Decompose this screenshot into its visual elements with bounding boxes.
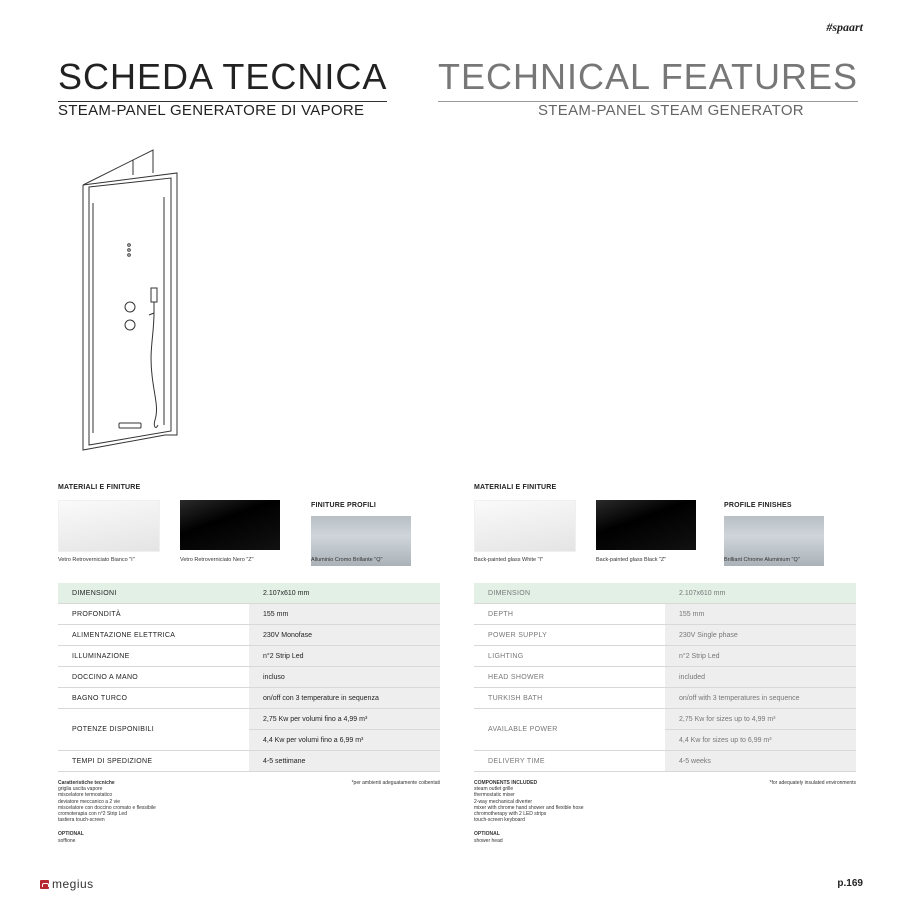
megius-logo-icon bbox=[40, 880, 49, 889]
spec-value: 4-5 settimane bbox=[249, 751, 440, 772]
swatch-black-glass-en bbox=[596, 500, 696, 550]
swatch-label: Alluminio Cromo Brillante "Q" bbox=[311, 557, 383, 563]
swatch-label: Vetro Retroverniciato Nero "Z" bbox=[180, 557, 254, 563]
spec-value: included bbox=[665, 667, 856, 688]
spec-label: ILLUMINAZIONE bbox=[58, 646, 249, 667]
spec-value: 2.107x610 mm bbox=[665, 583, 856, 604]
steam-panel-drawing bbox=[75, 145, 190, 455]
subtitle-italian: STEAM-PANEL GENERATORE DI VAPORE bbox=[58, 102, 365, 119]
spec-label: DELIVERY TIME bbox=[474, 751, 665, 772]
list-item: steam outlet grille bbox=[474, 786, 514, 793]
list-item: cromoterapia con n°2 Strip Led bbox=[58, 811, 127, 818]
logo-text: megius bbox=[52, 877, 94, 891]
table-row bbox=[474, 583, 856, 604]
spec-label: AVAILABLE POWER bbox=[474, 709, 665, 751]
features-list-it bbox=[58, 780, 156, 844]
spec-value: 2.107x610 mm bbox=[249, 583, 440, 604]
title-english: TECHNICAL FEATURES bbox=[438, 55, 858, 102]
swatch-label: Vetro Retroverniciato Bianco "I" bbox=[58, 557, 135, 563]
table-row bbox=[474, 625, 856, 646]
spec-label: PROFONDITÀ bbox=[58, 604, 249, 625]
subtitle-english: STEAM-PANEL STEAM GENERATOR bbox=[538, 102, 804, 119]
swatch-label: Back-painted glass Black "Z" bbox=[596, 557, 667, 563]
features-title-it: Caratteristiche tecniche bbox=[58, 780, 115, 786]
spec-value: 2,75 Kw per volumi fino a 4,99 m³ bbox=[249, 709, 440, 730]
table-row bbox=[58, 688, 440, 709]
spec-value: 4,4 Kw per volumi fino a 6,99 m³ bbox=[249, 730, 440, 751]
spec-value: 155 mm bbox=[249, 604, 440, 625]
spec-value: incluso bbox=[249, 667, 440, 688]
table-row bbox=[474, 688, 856, 709]
spec-label: DOCCINO A MANO bbox=[58, 667, 249, 688]
list-item: tastiera touch-screen bbox=[58, 817, 105, 824]
table-row bbox=[58, 751, 440, 772]
features-list-en bbox=[474, 780, 584, 844]
materials-title-it: MATERIALI E FINITURE bbox=[58, 484, 141, 491]
spec-label: POWER SUPPLY bbox=[474, 625, 665, 646]
table-row bbox=[474, 646, 856, 667]
spec-value: 155 mm bbox=[665, 604, 856, 625]
list-item: griglia uscita vapore bbox=[58, 786, 103, 793]
title-italian: SCHEDA TECNICA bbox=[58, 55, 387, 102]
spec-value: on/off with 3 temperatures in sequence bbox=[665, 688, 856, 709]
swatch-label: Back-painted glass White "I" bbox=[474, 557, 544, 563]
table-row bbox=[58, 625, 440, 646]
profiles-title-en: PROFILE FINISHES bbox=[724, 502, 792, 509]
spec-value: 230V Single phase bbox=[665, 625, 856, 646]
table-row bbox=[58, 709, 440, 730]
spec-value: n°2 Strip Led bbox=[665, 646, 856, 667]
list-item: miscelatore con doccino cromato e flessibile bbox=[58, 804, 156, 811]
megius-logo bbox=[40, 877, 94, 891]
table-row bbox=[474, 709, 856, 730]
table-row bbox=[58, 667, 440, 688]
page-number: p.169 bbox=[837, 878, 863, 889]
footnote-it: *per ambienti adeguatamente coibentati bbox=[351, 780, 440, 786]
spec-value: 4-5 weeks bbox=[665, 751, 856, 772]
spec-label: BAGNO TURCO bbox=[58, 688, 249, 709]
list-item: chromotherapy with 2 LED strips bbox=[474, 811, 547, 818]
list-item: deviatore meccanico a 2 vie bbox=[58, 798, 120, 805]
optional-title-it: OPTIONAL bbox=[58, 831, 84, 838]
list-item: soffione bbox=[58, 837, 76, 844]
spec-table-it bbox=[58, 583, 440, 772]
spec-label: DIMENSIONI bbox=[58, 583, 249, 604]
spec-value: on/off con 3 temperature in sequenza bbox=[249, 688, 440, 709]
spec-table-en bbox=[474, 583, 856, 772]
table-row bbox=[58, 583, 440, 604]
list-item: mixer with chrome hand shower and flexible hose bbox=[474, 804, 584, 811]
spec-label: ALIMENTAZIONE ELETTRICA bbox=[58, 625, 249, 646]
table-row bbox=[58, 604, 440, 625]
list-item: thermostatic mixer bbox=[474, 792, 515, 799]
spec-value: 4,4 Kw for sizes up to 6,99 m³ bbox=[665, 730, 856, 751]
spec-label: DIMENSION bbox=[474, 583, 665, 604]
table-row bbox=[474, 667, 856, 688]
spec-label: LIGHTING bbox=[474, 646, 665, 667]
optional-title-en: OPTIONAL bbox=[474, 831, 500, 838]
table-row bbox=[58, 646, 440, 667]
spec-label: TEMPI DI SPEDIZIONE bbox=[58, 751, 249, 772]
features-title-en: COMPONENTS INCLUDED bbox=[474, 780, 538, 786]
spec-label: DEPTH bbox=[474, 604, 665, 625]
footnote-en: *for adequately insulated environments bbox=[769, 780, 856, 786]
list-item: miscelatore termostatico bbox=[58, 792, 113, 799]
spec-label: POTENZE DISPONIBILI bbox=[58, 709, 249, 751]
spec-label: HEAD SHOWER bbox=[474, 667, 665, 688]
table-row bbox=[474, 604, 856, 625]
spec-value: 230V Monofase bbox=[249, 625, 440, 646]
spec-value: n°2 Strip Led bbox=[249, 646, 440, 667]
spec-label: TURKISH BATH bbox=[474, 688, 665, 709]
list-item: 2-way mechanical diverter bbox=[474, 798, 533, 805]
swatch-label: Brilliant Chrome Aluminium "Q" bbox=[724, 557, 800, 563]
swatch-white-glass-en bbox=[474, 500, 576, 552]
list-item: touch-screen keyboard bbox=[474, 817, 525, 824]
spec-value: 2,75 Kw for sizes up to 4,99 m³ bbox=[665, 709, 856, 730]
materials-title-en: MATERIALI E FINITURE bbox=[474, 484, 557, 491]
swatch-black-glass-it bbox=[180, 500, 280, 550]
table-row bbox=[474, 751, 856, 772]
brand-tag: #spaart bbox=[826, 20, 863, 34]
profiles-title-it: FINITURE PROFILI bbox=[311, 502, 377, 509]
list-item: shower head bbox=[474, 837, 503, 844]
swatch-white-glass-it bbox=[58, 500, 160, 552]
